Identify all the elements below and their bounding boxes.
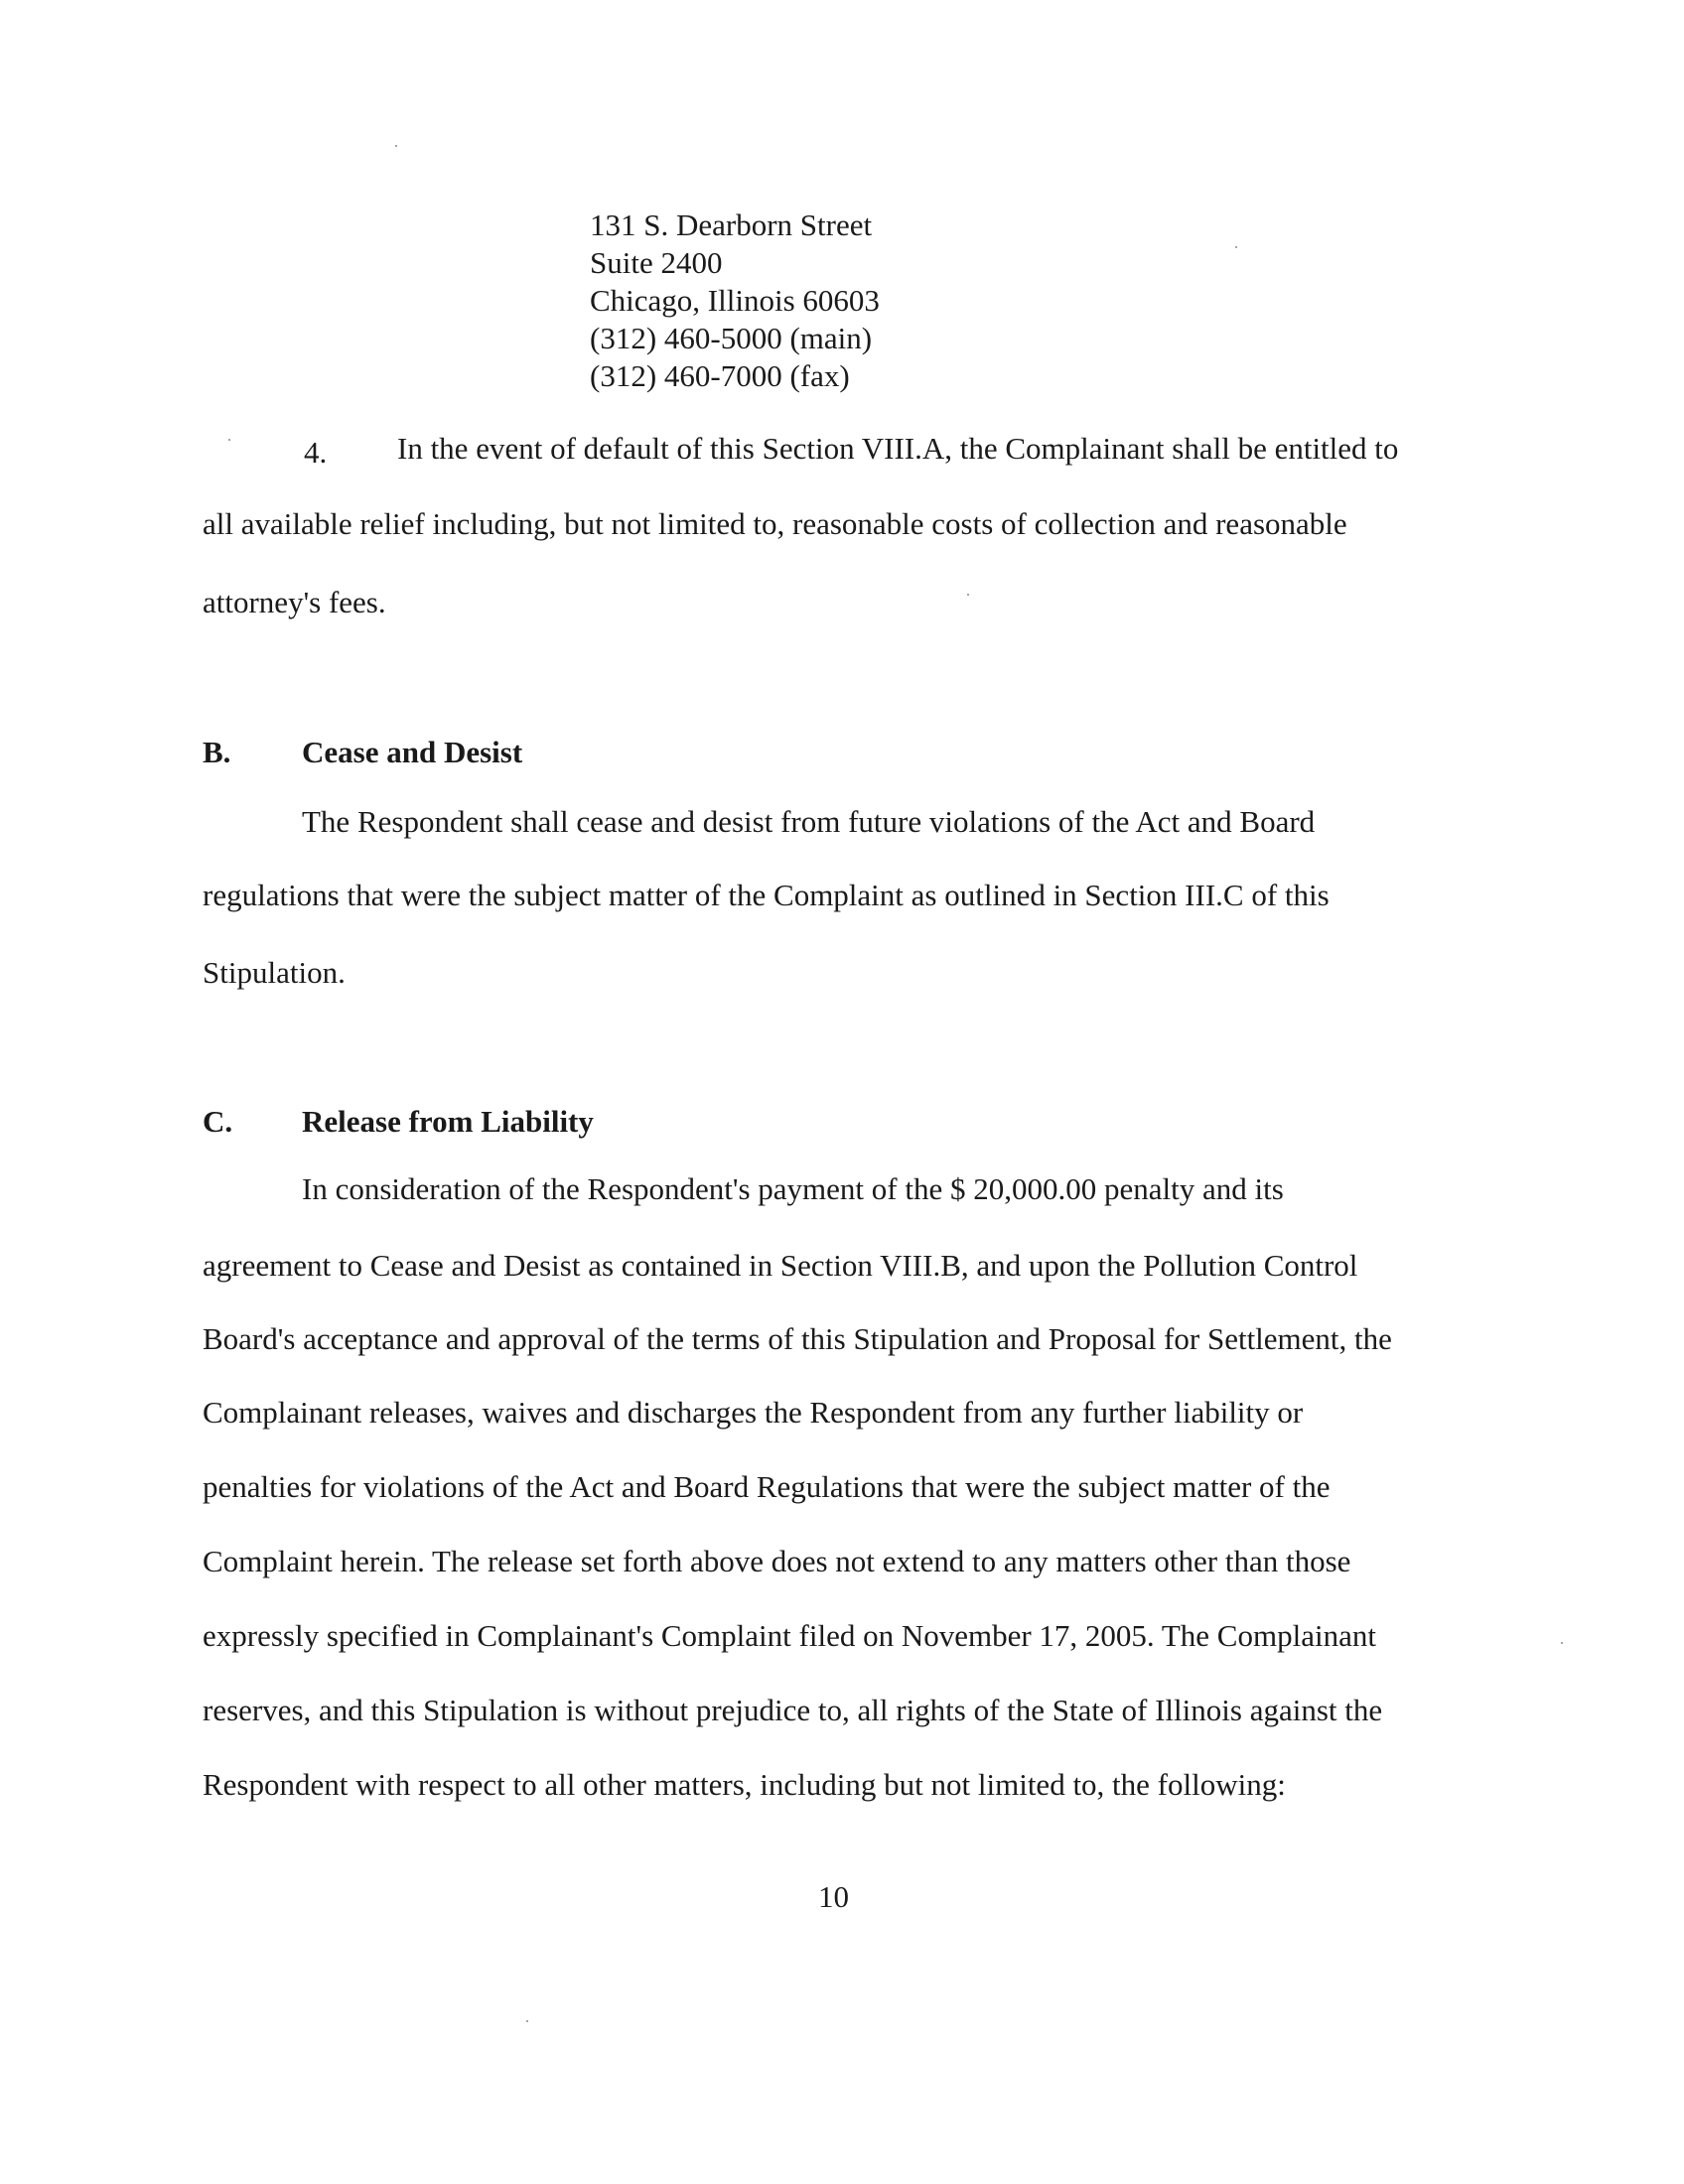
paragraph-line: Stipulation. [203,955,346,990]
page-number: 10 [818,1879,849,1914]
section-heading: Release from Liability [302,1104,594,1139]
paragraph-line: expressly specified in Complainant's Complaint filed on November 17, 2005. The Complainant [203,1618,1376,1653]
scan-speck [228,439,230,441]
paragraph-line: The Respondent shall cease and desist from future violations of the Act and Board [302,804,1316,839]
item-number: 4. [304,435,328,470]
address-phone: (312) 460-5000 (main) [590,321,873,355]
paragraph-line: Complaint herein. The release set forth above does not extend to any matters other than those [203,1544,1351,1578]
paragraph-line: Board's acceptance and approval of the terms of this Stipulation and Proposal for Settlement, the [203,1321,1392,1356]
paragraph-line: regulations that were the subject matter of the Complaint as outlined in Section III.C of this [203,878,1330,912]
paragraph-line: all available relief including, but not limited to, reasonable costs of collection and reasonable [203,506,1347,541]
address-street: 131 S. Dearborn Street [590,207,873,242]
paragraph-line: Complainant releases, waives and discharges the Respondent from any further liability or [203,1395,1304,1430]
address-city: Chicago, Illinois 60603 [590,283,880,318]
address-fax: (312) 460-7000 (fax) [590,358,850,393]
paragraph-line: In consideration of the Respondent's payment of the $ 20,000.00 penalty and its [302,1171,1284,1206]
paragraph-line: Respondent with respect to all other matters, including but not limited to, the following: [203,1767,1286,1802]
scan-speck [967,594,969,596]
paragraph-line: agreement to Cease and Desist as contained in Section VIII.B, and upon the Pollution Control [203,1248,1358,1283]
paragraph-line: penalties for violations of the Act and Board Regulations that were the subject matter of the [203,1469,1331,1504]
address-block [590,206,880,395]
section-letter: C. [203,1104,233,1139]
scan-speck [526,2020,528,2022]
scan-speck [1235,246,1237,248]
address-suite: Suite 2400 [590,245,723,280]
scan-speck [1561,1642,1563,1644]
section-letter: B. [203,735,231,769]
paragraph-line: attorney's fees. [203,585,386,619]
paragraph-line: In the event of default of this Section VIII.A, the Complainant shall be entitled to [397,431,1399,466]
scan-speck [395,145,397,147]
paragraph-line: reserves, and this Stipulation is without prejudice to, all rights of the State of Illinois against the [203,1693,1383,1727]
section-heading: Cease and Desist [302,735,523,769]
